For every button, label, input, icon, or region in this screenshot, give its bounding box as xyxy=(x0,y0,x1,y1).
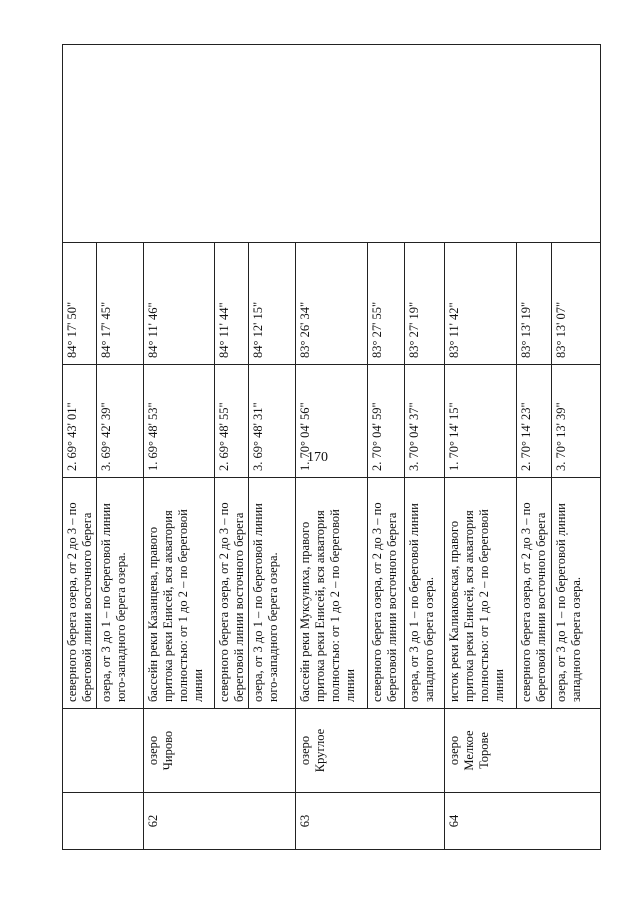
point-2-lon: 83° 13' 19" xyxy=(517,243,552,365)
lake-desc-1: исток реки Калиаковская, правого притока реки Енисей, вся акватория полностью: от 1 до 2 – по береговой линии xyxy=(445,478,517,709)
carry-p3-lat: 3. 69° 42' 39" xyxy=(97,365,144,478)
point-1-lon: 83° 11' 42" xyxy=(445,243,517,365)
lake-name: озеро Мелкое Торове xyxy=(445,709,601,793)
row-number: 63 xyxy=(296,793,445,850)
carry-num-cell xyxy=(63,793,144,850)
carry-p2-lon: 84° 17' 50" xyxy=(63,243,97,365)
carry-p2-lat: 2. 69° 43' 01" xyxy=(63,365,97,478)
point-3-lon: 84° 12' 15" xyxy=(249,243,296,365)
lake-desc-2: северного берега озера, от 2 до 3 – по береговой линии восточного берега xyxy=(215,478,249,709)
carry-name-cell xyxy=(63,709,144,793)
point-3-lat: 3. 70° 13' 39" xyxy=(552,365,601,478)
lake-name: озеро Чирово xyxy=(144,709,296,793)
lake-name: озеро Круглое xyxy=(296,709,445,793)
point-1-lon: 84° 11' 46" xyxy=(144,243,215,365)
lake-desc-1: бассейн реки Муксуниха, правого притока реки Енисей, вся акватория полностью: от 1 до 2 – по береговой линии xyxy=(296,478,368,709)
point-1-lon: 83° 26' 34" xyxy=(296,243,368,365)
lake-desc-2: северного берега озера, от 2 до 3 – по береговой линии восточного берега xyxy=(368,478,405,709)
point-3-lat: 3. 69° 48' 31" xyxy=(249,365,296,478)
row-number: 64 xyxy=(445,793,601,850)
point-3-lon: 83° 13' 07" xyxy=(552,243,601,365)
lakes-table xyxy=(62,44,601,850)
lake-desc-2: северного берега озера, от 2 до 3 – по береговой линии восточного берега xyxy=(517,478,552,709)
point-1-lat: 1. 70° 04' 56" xyxy=(296,365,368,478)
page-number: 170 xyxy=(307,450,328,465)
carry-desc-2: озера, от 3 до 1 – по береговой линии юго-западного берега озера. xyxy=(97,478,144,709)
lake-desc-3: озера, от 3 до 1 – по береговой линии юго-западного берега озера. xyxy=(249,478,296,709)
lake-desc-3: озера, от 3 до 1 – по береговой линии западного берега озера. xyxy=(405,478,445,709)
rotated-table-wrapper xyxy=(62,45,583,850)
point-3-lon: 83° 27' 19" xyxy=(405,243,445,365)
point-2-lat: 2. 69° 48' 55" xyxy=(215,365,249,478)
point-3-lat: 3. 70° 04' 37" xyxy=(405,365,445,478)
table-row-carry-1 xyxy=(63,45,97,850)
blank-column xyxy=(63,45,601,243)
point-1-lat: 1. 69° 48' 53" xyxy=(144,365,215,478)
point-1-lat: 1. 70° 14' 15" xyxy=(445,365,517,478)
point-2-lat: 2. 70° 04' 59" xyxy=(368,365,405,478)
row-number: 62 xyxy=(144,793,296,850)
point-2-lon: 83° 27' 55" xyxy=(368,243,405,365)
lake-desc-3: озера, от 3 до 1 – по береговой линии западного берега озера. xyxy=(552,478,601,709)
lake-desc-1: бассейн реки Казанцева, правого притока реки Енисей, вся акватория полностью: от 1 до 2 – по береговой линии xyxy=(144,478,215,709)
carry-desc-1: северного берега озера, от 2 до 3 – по береговой линии восточного берега xyxy=(63,478,97,709)
point-2-lat: 2. 70° 14' 23" xyxy=(517,365,552,478)
carry-p3-lon: 84° 17' 45" xyxy=(97,243,144,365)
point-2-lon: 84° 11' 44" xyxy=(215,243,249,365)
